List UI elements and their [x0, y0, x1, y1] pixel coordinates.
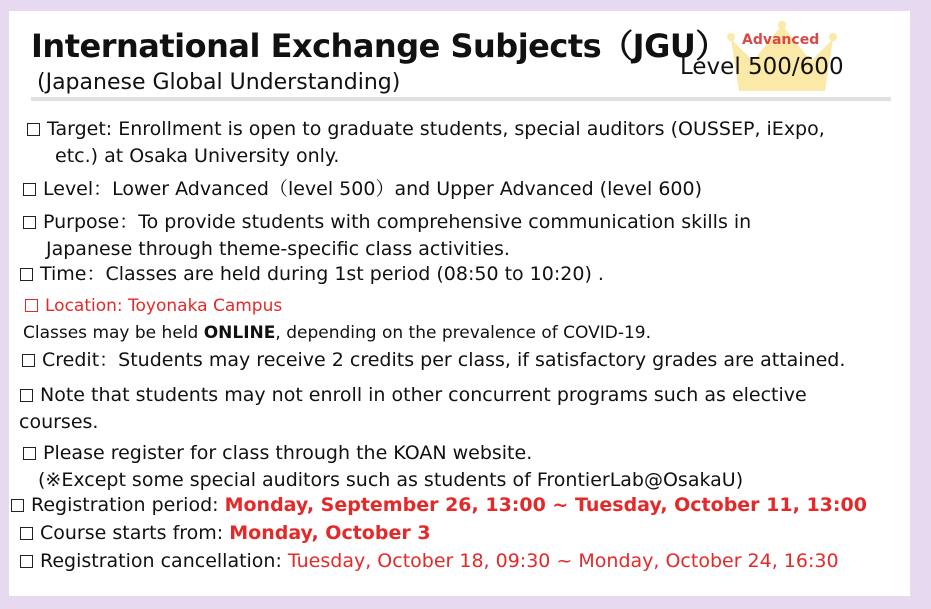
title-underline — [31, 97, 891, 101]
checkbox-icon — [23, 447, 36, 460]
page-title: International Exchange Subjects（JGU） — [31, 27, 727, 65]
target-line-2: etc.) at Osaka University only. — [55, 145, 340, 167]
checkbox-icon — [11, 499, 24, 512]
credit-line: Credit：Students may receive 2 credits per class, if satisfactory grades are attained. — [22, 348, 845, 372]
info-card — [9, 11, 910, 596]
page-subtitle: (Japanese Global Understanding) — [37, 70, 401, 95]
checkbox-icon — [20, 527, 33, 540]
checkbox-icon — [27, 123, 40, 136]
time-line: Time：Classes are held during 1st period (08:50 to 10:20) . — [20, 262, 604, 286]
registration-cancellation-line: Registration cancellation: Tuesday, October 18, 09:30 ~ Monday, October 24, 16:30 — [20, 549, 839, 573]
registration-period-line: Registration period: Monday, September 26, 13:00 ~ Tuesday, October 11, 13:00 — [11, 493, 867, 517]
location-line: Location: Toyonaka Campus — [25, 294, 282, 318]
checkbox-icon — [25, 299, 38, 312]
checkbox-icon — [20, 555, 33, 568]
checkbox-icon — [23, 183, 36, 196]
checkbox-icon — [20, 268, 33, 281]
register-line-1: Please register for class through the KOAN website. — [23, 441, 532, 465]
note-line-1: Note that students may not enroll in other concurrent programs such as elective — [20, 383, 807, 407]
purpose-line-1: Purpose：To provide students with comprehensive communication skills in — [23, 210, 751, 234]
level-badge: Level 500/600 — [680, 54, 844, 80]
register-line-2: (※Except some special auditors such as students of FrontierLab@OsakaU) — [38, 469, 744, 491]
checkbox-icon — [23, 216, 36, 229]
note-line-2: courses. — [19, 411, 99, 433]
purpose-line-2: Japanese through theme-specific class activities. — [46, 238, 510, 260]
advanced-badge: Advanced — [742, 32, 820, 48]
course-start-line: Course starts from: Monday, October 3 — [20, 521, 431, 545]
checkbox-icon — [22, 354, 35, 367]
level-line: Level：Lower Advanced（level 500）and Upper Advanced (level 600) — [23, 177, 702, 201]
online-note: Classes may be held ONLINE, depending on the prevalence of COVID-19. — [23, 323, 651, 343]
target-line-1: Target: Enrollment is open to graduate students, special auditors (OUSSEP, iExpo, — [27, 117, 825, 141]
checkbox-icon — [20, 389, 33, 402]
